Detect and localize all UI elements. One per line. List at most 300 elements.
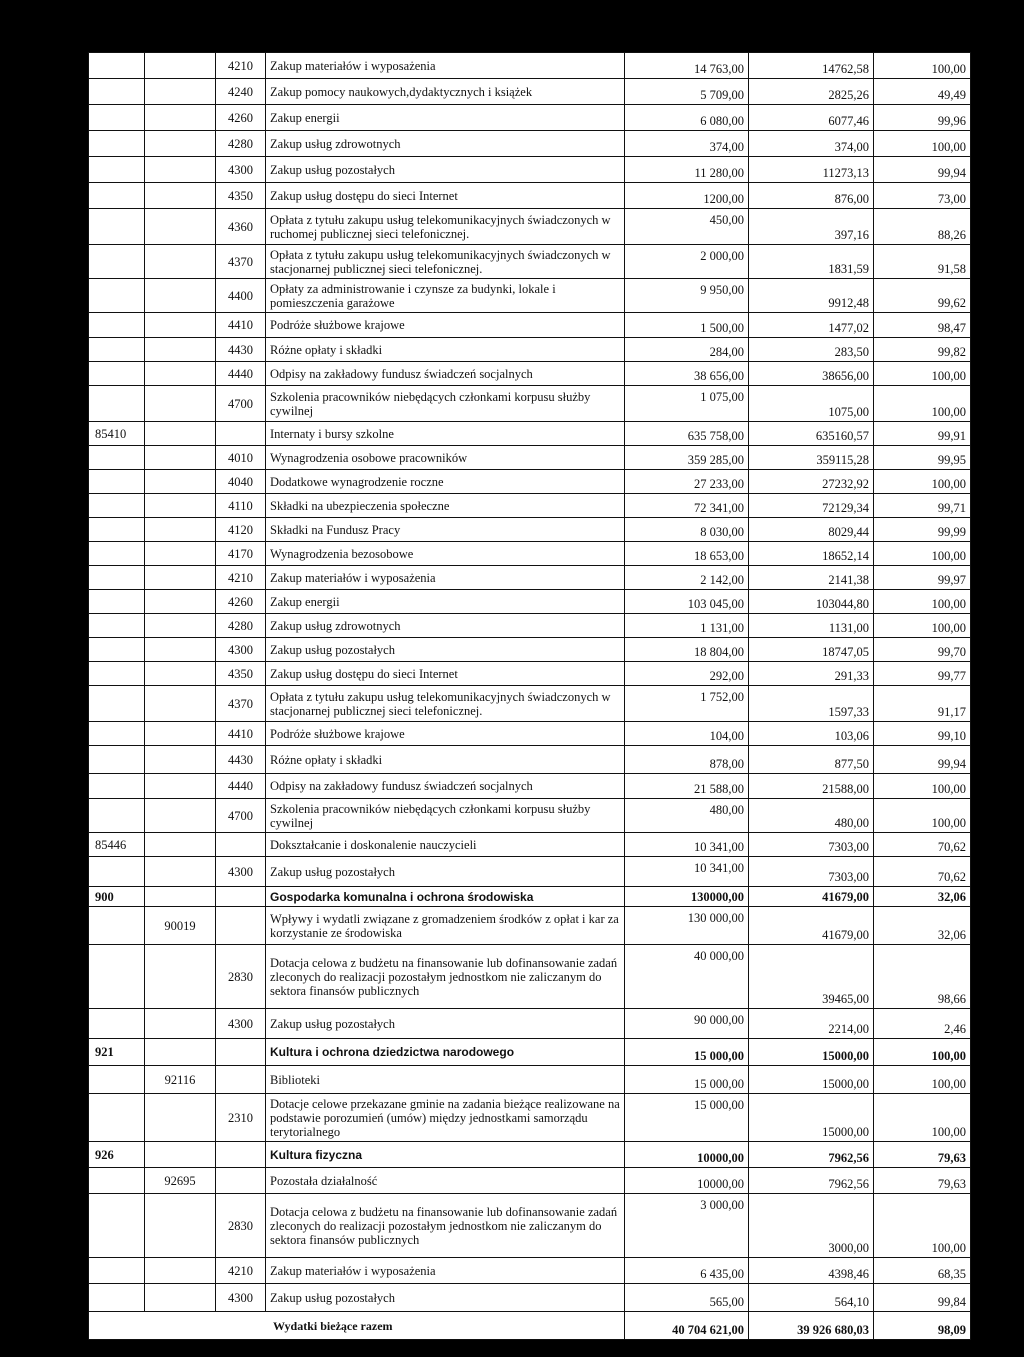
plan-amount-cell: 40 704 621,00: [625, 1312, 749, 1340]
executed-amount-cell: 2141,38: [749, 566, 874, 590]
description-cell: Dotacja celowa z budżetu na finansowanie lub dofinansowanie zadań zleconych do realizacji pozostałym jednostkom nie zaliczanym do sektora finansów publicznych: [266, 945, 625, 1009]
percent-cell: 99,84: [874, 1284, 971, 1312]
executed-amount-cell: 2214,00: [749, 1009, 874, 1039]
plan-amount-cell: 292,00: [625, 662, 749, 686]
plan-amount-cell: 104,00: [625, 722, 749, 746]
executed-amount-cell: 359115,28: [749, 446, 874, 470]
dzial-cell: [89, 313, 145, 338]
table-row: [89, 722, 971, 746]
description-cell: Zakup usług pozostałych: [266, 638, 625, 662]
percent-cell: 99,94: [874, 746, 971, 774]
rozdzial-cell: [145, 446, 216, 470]
rozdzial-cell: [145, 279, 216, 313]
description-cell: Zakup pomocy naukowych,dydaktycznych i książek: [266, 79, 625, 105]
dzial-cell: [89, 662, 145, 686]
percent-cell: 99,70: [874, 638, 971, 662]
paragraf-cell: 4300: [216, 857, 266, 887]
description-cell: Odpisy na zakładowy fundusz świadczeń socjalnych: [266, 774, 625, 799]
table-row: [89, 338, 971, 362]
rozdzial-cell: [145, 1142, 216, 1168]
plan-amount-cell: 1200,00: [625, 183, 749, 209]
percent-cell: 70,62: [874, 833, 971, 857]
paragraf-cell: 4700: [216, 386, 266, 422]
rozdzial-cell: [145, 53, 216, 79]
table-row: [89, 1168, 971, 1194]
percent-cell: 100,00: [874, 470, 971, 494]
paragraf-cell: 4280: [216, 614, 266, 638]
table-row: [89, 746, 971, 774]
description-cell: Dotacja celowa z budżetu na finansowanie lub dofinansowanie zadań zleconych do realizacji pozostałym jednostkom nie zaliczanym do sektora finansów publicznych: [266, 1194, 625, 1258]
rozdzial-cell: [145, 945, 216, 1009]
paragraf-cell: 4370: [216, 245, 266, 279]
dzial-cell: [89, 590, 145, 614]
paragraf-cell: [216, 907, 266, 945]
description-cell: Zakup usług pozostałych: [266, 157, 625, 183]
description-cell: Dotacje celowe przekazane gminie na zadania bieżące realizowane na podstawie porozumień (umów) między jednostkami samorządu terytorialnego: [266, 1094, 625, 1142]
percent-cell: 99,82: [874, 338, 971, 362]
executed-amount-cell: 1597,33: [749, 686, 874, 722]
rozdzial-cell: [145, 638, 216, 662]
paragraf-cell: 4350: [216, 662, 266, 686]
executed-amount-cell: 1477,02: [749, 313, 874, 338]
plan-amount-cell: 1 075,00: [625, 386, 749, 422]
rozdzial-cell: [145, 722, 216, 746]
table-row: [89, 833, 971, 857]
executed-amount-cell: 27232,92: [749, 470, 874, 494]
dzial-cell: [89, 542, 145, 566]
table-row: [89, 907, 971, 945]
percent-cell: 100,00: [874, 386, 971, 422]
plan-amount-cell: 374,00: [625, 131, 749, 157]
percent-cell: 100,00: [874, 131, 971, 157]
table-row: [89, 53, 971, 79]
paragraf-cell: 4120: [216, 518, 266, 542]
rozdzial-cell: [145, 887, 216, 907]
description-cell: Podróże służbowe krajowe: [266, 313, 625, 338]
rozdzial-cell: [145, 566, 216, 590]
dzial-cell: [89, 245, 145, 279]
description-cell: Internaty i bursy szkolne: [266, 422, 625, 446]
dzial-cell: [89, 157, 145, 183]
percent-cell: 99,77: [874, 662, 971, 686]
plan-amount-cell: 1 131,00: [625, 614, 749, 638]
description-cell: Biblioteki: [266, 1066, 625, 1094]
executed-amount-cell: 7303,00: [749, 833, 874, 857]
table-row: [89, 662, 971, 686]
executed-amount-cell: 39465,00: [749, 945, 874, 1009]
percent-cell: 49,49: [874, 79, 971, 105]
percent-cell: 32,06: [874, 907, 971, 945]
rozdzial-cell: [145, 1009, 216, 1039]
rozdzial-cell: [145, 386, 216, 422]
paragraf-cell: [216, 1168, 266, 1194]
plan-amount-cell: 72 341,00: [625, 494, 749, 518]
rozdzial-cell: [145, 614, 216, 638]
table-row: [89, 183, 971, 209]
executed-amount-cell: 15000,00: [749, 1066, 874, 1094]
table-row: [89, 945, 971, 1009]
paragraf-cell: 4430: [216, 338, 266, 362]
plan-amount-cell: 27 233,00: [625, 470, 749, 494]
dzial-cell: [89, 857, 145, 887]
dzial-cell: [89, 362, 145, 386]
table-row: [89, 774, 971, 799]
rozdzial-cell: [145, 245, 216, 279]
description-cell: Zakup usług zdrowotnych: [266, 614, 625, 638]
paragraf-cell: [216, 887, 266, 907]
description-cell: Szkolenia pracowników niebędących członkami korpusu służby cywilnej: [266, 799, 625, 833]
paragraf-cell: 4010: [216, 446, 266, 470]
description-cell: Dokształcanie i doskonalenie nauczycieli: [266, 833, 625, 857]
table-row: [89, 494, 971, 518]
paragraf-cell: 4300: [216, 157, 266, 183]
plan-amount-cell: 90 000,00: [625, 1009, 749, 1039]
table-row: [89, 1009, 971, 1039]
description-cell: Kultura fizyczna: [266, 1142, 625, 1168]
paragraf-cell: 4300: [216, 638, 266, 662]
table-row: [89, 1194, 971, 1258]
dzial-cell: [89, 209, 145, 245]
description-cell: Gospodarka komunalna i ochrona środowiska: [266, 887, 625, 907]
paragraf-cell: 2310: [216, 1094, 266, 1142]
expenditure-table: [88, 52, 971, 1340]
paragraf-cell: 2830: [216, 945, 266, 1009]
budget-table-sheet: [88, 52, 970, 1340]
executed-amount-cell: 7962,56: [749, 1142, 874, 1168]
executed-amount-cell: 8029,44: [749, 518, 874, 542]
executed-amount-cell: 1131,00: [749, 614, 874, 638]
paragraf-cell: 4210: [216, 1258, 266, 1284]
paragraf-cell: 4400: [216, 279, 266, 313]
percent-cell: 98,66: [874, 945, 971, 1009]
paragraf-cell: 4240: [216, 79, 266, 105]
dzial-cell: [89, 1194, 145, 1258]
description-cell: Kultura i ochrona dziedzictwa narodowego: [266, 1039, 625, 1066]
plan-amount-cell: 130000,00: [625, 887, 749, 907]
plan-amount-cell: 18 804,00: [625, 638, 749, 662]
executed-amount-cell: 283,50: [749, 338, 874, 362]
executed-amount-cell: 72129,34: [749, 494, 874, 518]
plan-amount-cell: 103 045,00: [625, 590, 749, 614]
table-row: [89, 1094, 971, 1142]
executed-amount-cell: 41679,00: [749, 887, 874, 907]
percent-cell: 79,63: [874, 1142, 971, 1168]
description-cell: Dodatkowe wynagrodzenie roczne: [266, 470, 625, 494]
percent-cell: 100,00: [874, 590, 971, 614]
plan-amount-cell: 6 080,00: [625, 105, 749, 131]
description-cell: Zakup usług zdrowotnych: [266, 131, 625, 157]
percent-cell: 99,91: [874, 422, 971, 446]
plan-amount-cell: 11 280,00: [625, 157, 749, 183]
rozdzial-cell: [145, 338, 216, 362]
dzial-cell: [89, 799, 145, 833]
paragraf-cell: 4350: [216, 183, 266, 209]
dzial-cell: 85410: [89, 422, 145, 446]
executed-amount-cell: 18652,14: [749, 542, 874, 566]
executed-amount-cell: 480,00: [749, 799, 874, 833]
table-row: [89, 209, 971, 245]
plan-amount-cell: 2 000,00: [625, 245, 749, 279]
dzial-cell: [89, 722, 145, 746]
table-row: [89, 686, 971, 722]
executed-amount-cell: 41679,00: [749, 907, 874, 945]
plan-amount-cell: 359 285,00: [625, 446, 749, 470]
plan-amount-cell: 21 588,00: [625, 774, 749, 799]
percent-cell: 98,47: [874, 313, 971, 338]
paragraf-cell: [216, 422, 266, 446]
plan-amount-cell: 130 000,00: [625, 907, 749, 945]
plan-amount-cell: 450,00: [625, 209, 749, 245]
plan-amount-cell: 10 341,00: [625, 857, 749, 887]
plan-amount-cell: 480,00: [625, 799, 749, 833]
executed-amount-cell: 11273,13: [749, 157, 874, 183]
paragraf-cell: [216, 1066, 266, 1094]
dzial-cell: [89, 338, 145, 362]
description-cell: Zakup materiałów i wyposażenia: [266, 53, 625, 79]
table-row: [89, 857, 971, 887]
description-cell: Zakup materiałów i wyposażenia: [266, 566, 625, 590]
table-row: [89, 1284, 971, 1312]
table-row: [89, 1258, 971, 1284]
plan-amount-cell: 878,00: [625, 746, 749, 774]
percent-cell: 99,97: [874, 566, 971, 590]
rozdzial-cell: [145, 833, 216, 857]
paragraf-cell: 4300: [216, 1284, 266, 1312]
plan-amount-cell: 1 752,00: [625, 686, 749, 722]
executed-amount-cell: 7303,00: [749, 857, 874, 887]
paragraf-cell: [216, 1039, 266, 1066]
dzial-cell: [89, 774, 145, 799]
table-row: [89, 1312, 971, 1340]
dzial-cell: [89, 1168, 145, 1194]
percent-cell: 99,71: [874, 494, 971, 518]
description-cell: Opłaty za administrowanie i czynsze za budynki, lokale i pomieszczenia garażowe: [266, 279, 625, 313]
plan-amount-cell: 38 656,00: [625, 362, 749, 386]
description-cell: Opłata z tytułu zakupu usług telekomunikacyjnych świadczonych w ruchomej publicznej sieci telefonicznej.: [266, 209, 625, 245]
dzial-cell: [89, 1066, 145, 1094]
paragraf-cell: 4170: [216, 542, 266, 566]
executed-amount-cell: 291,33: [749, 662, 874, 686]
percent-cell: 68,35: [874, 1258, 971, 1284]
rozdzial-cell: [145, 1258, 216, 1284]
percent-cell: 100,00: [874, 1066, 971, 1094]
executed-amount-cell: 14762,58: [749, 53, 874, 79]
description-cell: Podróże służbowe krajowe: [266, 722, 625, 746]
dzial-cell: [89, 945, 145, 1009]
percent-cell: 91,17: [874, 686, 971, 722]
table-row: [89, 362, 971, 386]
paragraf-cell: 4430: [216, 746, 266, 774]
table-row: [89, 1142, 971, 1168]
percent-cell: 100,00: [874, 799, 971, 833]
executed-amount-cell: 2825,26: [749, 79, 874, 105]
description-cell: Zakup usług pozostałych: [266, 1284, 625, 1312]
table-row: [89, 131, 971, 157]
percent-cell: 99,96: [874, 105, 971, 131]
percent-cell: 100,00: [874, 774, 971, 799]
percent-cell: 99,99: [874, 518, 971, 542]
dzial-cell: [89, 518, 145, 542]
description-cell: Odpisy na zakładowy fundusz świadczeń socjalnych: [266, 362, 625, 386]
rozdzial-cell: [145, 1094, 216, 1142]
percent-cell: 99,10: [874, 722, 971, 746]
executed-amount-cell: 103,06: [749, 722, 874, 746]
executed-amount-cell: 38656,00: [749, 362, 874, 386]
plan-amount-cell: 18 653,00: [625, 542, 749, 566]
plan-amount-cell: 565,00: [625, 1284, 749, 1312]
paragraf-cell: 4370: [216, 686, 266, 722]
plan-amount-cell: 8 030,00: [625, 518, 749, 542]
executed-amount-cell: 15000,00: [749, 1039, 874, 1066]
description-cell: Wpływy i wydatli związane z gromadzeniem środków z opłat i kar za korzystanie ze środowiska: [266, 907, 625, 945]
percent-cell: 100,00: [874, 542, 971, 566]
percent-cell: 99,95: [874, 446, 971, 470]
executed-amount-cell: 374,00: [749, 131, 874, 157]
dzial-cell: [89, 686, 145, 722]
table-row: [89, 245, 971, 279]
executed-amount-cell: 103044,80: [749, 590, 874, 614]
table-row: [89, 446, 971, 470]
description-cell: Składki na Fundusz Pracy: [266, 518, 625, 542]
dzial-cell: [89, 53, 145, 79]
executed-amount-cell: 4398,46: [749, 1258, 874, 1284]
plan-amount-cell: 40 000,00: [625, 945, 749, 1009]
percent-cell: 91,58: [874, 245, 971, 279]
rozdzial-cell: [145, 857, 216, 887]
executed-amount-cell: 9912,48: [749, 279, 874, 313]
paragraf-cell: 4410: [216, 313, 266, 338]
plan-amount-cell: 6 435,00: [625, 1258, 749, 1284]
description-cell: Zakup usług pozostałych: [266, 1009, 625, 1039]
executed-amount-cell: 39 926 680,03: [749, 1312, 874, 1340]
description-cell: Różne opłaty i składki: [266, 338, 625, 362]
paragraf-cell: 4110: [216, 494, 266, 518]
paragraf-cell: 2830: [216, 1194, 266, 1258]
paragraf-cell: [216, 1142, 266, 1168]
executed-amount-cell: 876,00: [749, 183, 874, 209]
dzial-cell: [89, 131, 145, 157]
description-cell: Zakup energii: [266, 590, 625, 614]
table-row: [89, 542, 971, 566]
table-row: [89, 157, 971, 183]
percent-cell: 100,00: [874, 614, 971, 638]
executed-amount-cell: 635160,57: [749, 422, 874, 446]
dzial-cell: [89, 105, 145, 131]
percent-cell: 73,00: [874, 183, 971, 209]
total-label-cell: Wydatki bieżące razem: [89, 1312, 625, 1340]
percent-cell: 100,00: [874, 53, 971, 79]
plan-amount-cell: 2 142,00: [625, 566, 749, 590]
executed-amount-cell: 1831,59: [749, 245, 874, 279]
executed-amount-cell: 21588,00: [749, 774, 874, 799]
paragraf-cell: 4280: [216, 131, 266, 157]
description-cell: Pozostała działalność: [266, 1168, 625, 1194]
executed-amount-cell: 877,50: [749, 746, 874, 774]
percent-cell: 98,09: [874, 1312, 971, 1340]
rozdzial-cell: 92116: [145, 1066, 216, 1094]
rozdzial-cell: [145, 686, 216, 722]
table-row: [89, 799, 971, 833]
description-cell: Zakup energii: [266, 105, 625, 131]
table-row: [89, 590, 971, 614]
paragraf-cell: 4300: [216, 1009, 266, 1039]
paragraf-cell: 4210: [216, 53, 266, 79]
executed-amount-cell: 397,16: [749, 209, 874, 245]
description-cell: Opłata z tytułu zakupu usług telekomunikacyjnych świadczonych w stacjonarnej publicznej sieci telefonicznej.: [266, 686, 625, 722]
rozdzial-cell: [145, 518, 216, 542]
table-row: [89, 279, 971, 313]
executed-amount-cell: 7962,56: [749, 1168, 874, 1194]
dzial-cell: [89, 1094, 145, 1142]
dzial-cell: [89, 79, 145, 105]
rozdzial-cell: [145, 494, 216, 518]
dzial-cell: [89, 494, 145, 518]
rozdzial-cell: [145, 362, 216, 386]
description-cell: Zakup usług dostępu do sieci Internet: [266, 183, 625, 209]
table-body: [89, 53, 971, 1340]
description-cell: Różne opłaty i składki: [266, 746, 625, 774]
rozdzial-cell: [145, 183, 216, 209]
percent-cell: 2,46: [874, 1009, 971, 1039]
rozdzial-cell: [145, 105, 216, 131]
dzial-cell: 900: [89, 887, 145, 907]
dzial-cell: [89, 746, 145, 774]
plan-amount-cell: 14 763,00: [625, 53, 749, 79]
paragraf-cell: [216, 833, 266, 857]
dzial-cell: [89, 183, 145, 209]
rozdzial-cell: [145, 542, 216, 566]
rozdzial-cell: 92695: [145, 1168, 216, 1194]
plan-amount-cell: 15 000,00: [625, 1039, 749, 1066]
dzial-cell: [89, 386, 145, 422]
rozdzial-cell: [145, 470, 216, 494]
rozdzial-cell: [145, 157, 216, 183]
table-row: [89, 470, 971, 494]
percent-cell: 99,62: [874, 279, 971, 313]
dzial-cell: [89, 1009, 145, 1039]
dzial-cell: 921: [89, 1039, 145, 1066]
description-cell: Szkolenia pracowników niebędących członkami korpusu służby cywilnej: [266, 386, 625, 422]
rozdzial-cell: [145, 746, 216, 774]
rozdzial-cell: [145, 79, 216, 105]
rozdzial-cell: [145, 313, 216, 338]
executed-amount-cell: 1075,00: [749, 386, 874, 422]
table-row: [89, 105, 971, 131]
table-row: [89, 614, 971, 638]
paragraf-cell: 4260: [216, 590, 266, 614]
percent-cell: 70,62: [874, 857, 971, 887]
plan-amount-cell: 10 341,00: [625, 833, 749, 857]
paragraf-cell: 4440: [216, 774, 266, 799]
plan-amount-cell: 10000,00: [625, 1142, 749, 1168]
rozdzial-cell: [145, 422, 216, 446]
paragraf-cell: 4700: [216, 799, 266, 833]
executed-amount-cell: 15000,00: [749, 1094, 874, 1142]
dzial-cell: [89, 1258, 145, 1284]
rozdzial-cell: [145, 1284, 216, 1312]
dzial-cell: 85446: [89, 833, 145, 857]
plan-amount-cell: 15 000,00: [625, 1094, 749, 1142]
percent-cell: 100,00: [874, 1094, 971, 1142]
rozdzial-cell: [145, 131, 216, 157]
description-cell: Opłata z tytułu zakupu usług telekomunikacyjnych świadczonych w stacjonarnej publicznej sieci telefonicznej.: [266, 245, 625, 279]
executed-amount-cell: 18747,05: [749, 638, 874, 662]
percent-cell: 99,94: [874, 157, 971, 183]
dzial-cell: [89, 1284, 145, 1312]
table-row: [89, 386, 971, 422]
table-row: [89, 79, 971, 105]
executed-amount-cell: 564,10: [749, 1284, 874, 1312]
